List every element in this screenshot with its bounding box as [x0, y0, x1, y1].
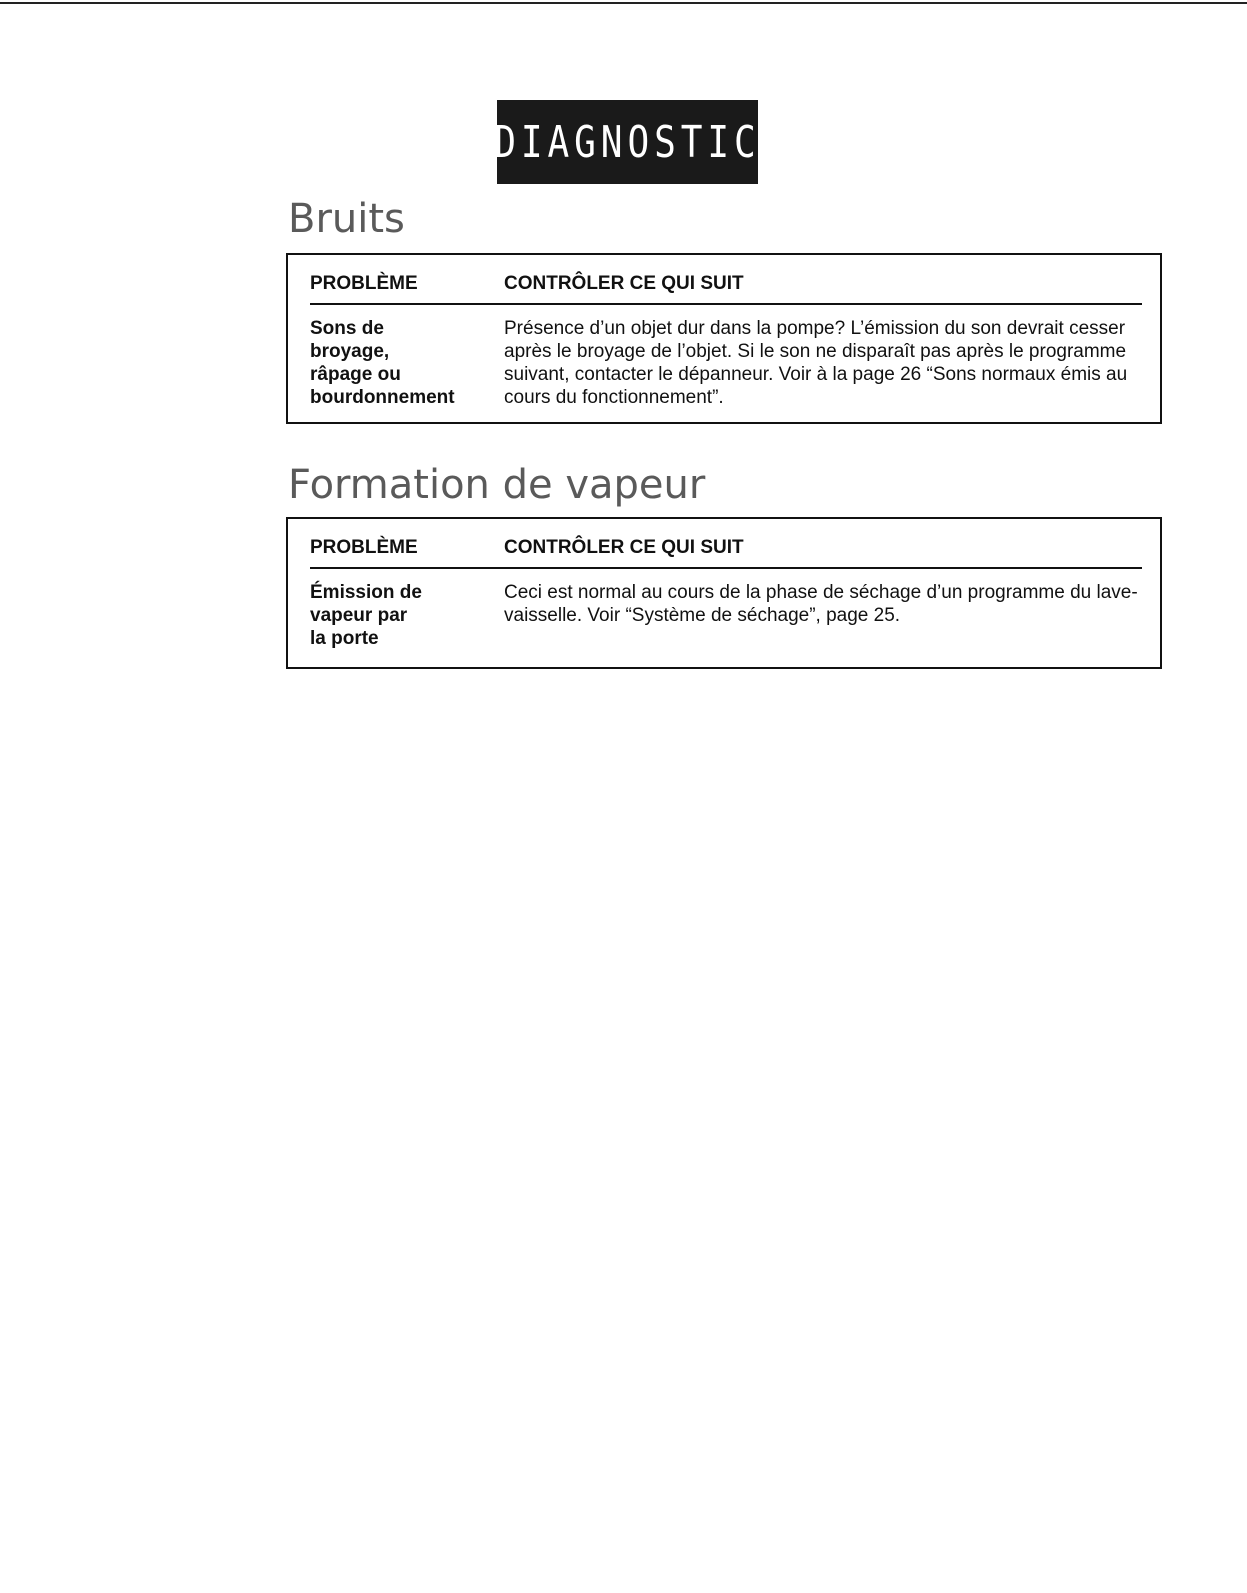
trouble-table-vapeur — [286, 517, 1162, 669]
trouble-table-bruits — [286, 253, 1162, 424]
header-divider — [310, 303, 1142, 305]
check-cell: Ceci est normal au cours de la phase de séchage d’un programme du lave-vaisselle. Voir “Système de séchage”, page 25. — [504, 582, 1138, 626]
problem-cell: Émission de vapeur par la porte — [310, 582, 422, 649]
section-title-vapeur: Formation de vapeur — [288, 462, 706, 508]
header-banner — [494, 100, 761, 184]
section-title-bruits: Bruits — [288, 196, 405, 242]
check-cell: Présence d’un objet dur dans la pompe? L’émission du son devrait cesser après le broyage de l’objet. Si le son ne disparaît pas après le programme suivant, contacter le dépanneur. Voir à la page 26 “Sons normaux émis au cours du fonctionnement”. — [504, 318, 1128, 408]
column-header-problem: PROBLÈME — [310, 537, 418, 558]
header-title: DIAGNOSTIC — [494, 116, 761, 168]
header-divider — [310, 567, 1142, 569]
column-header-check: CONTRÔLER CE QUI SUIT — [504, 273, 744, 294]
problem-cell: Sons de broyage, râpage ou bourdonnement — [310, 318, 455, 408]
column-header-problem: PROBLÈME — [310, 273, 418, 294]
top-border-rule — [0, 2, 1247, 4]
column-header-check: CONTRÔLER CE QUI SUIT — [504, 537, 744, 558]
